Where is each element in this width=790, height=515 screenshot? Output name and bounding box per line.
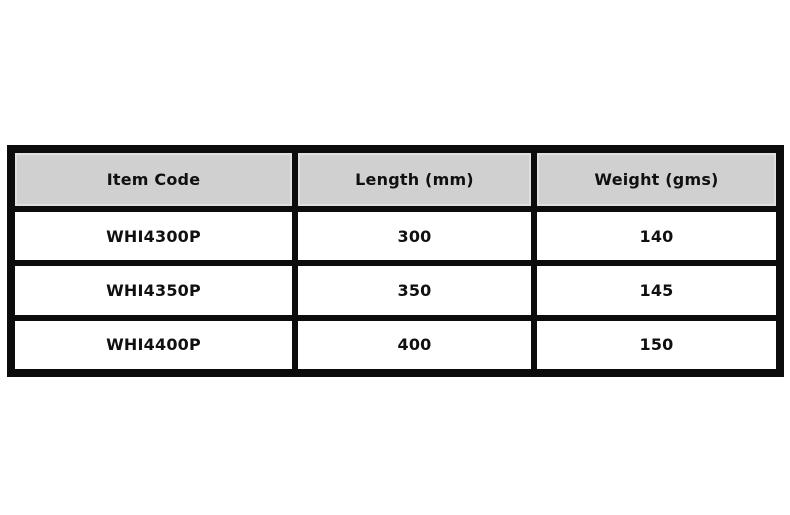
cell-length-mm: 350 [298,266,531,314]
cell-length-mm: 300 [298,212,531,260]
column-header-item-code: Item Code [15,153,292,206]
column-header-weight-gms: Weight (gms) [537,153,776,206]
column-header-length-mm: Length (mm) [298,153,531,206]
cell-weight-gms: 145 [537,266,776,314]
cell-weight-gms: 140 [537,212,776,260]
cell-item-code: WHI4300P [15,212,292,260]
cell-item-code: WHI4400P [15,321,292,369]
cell-weight-gms: 150 [537,321,776,369]
cell-length-mm: 400 [298,321,531,369]
product-spec-table [7,145,784,377]
cell-item-code: WHI4350P [15,266,292,314]
